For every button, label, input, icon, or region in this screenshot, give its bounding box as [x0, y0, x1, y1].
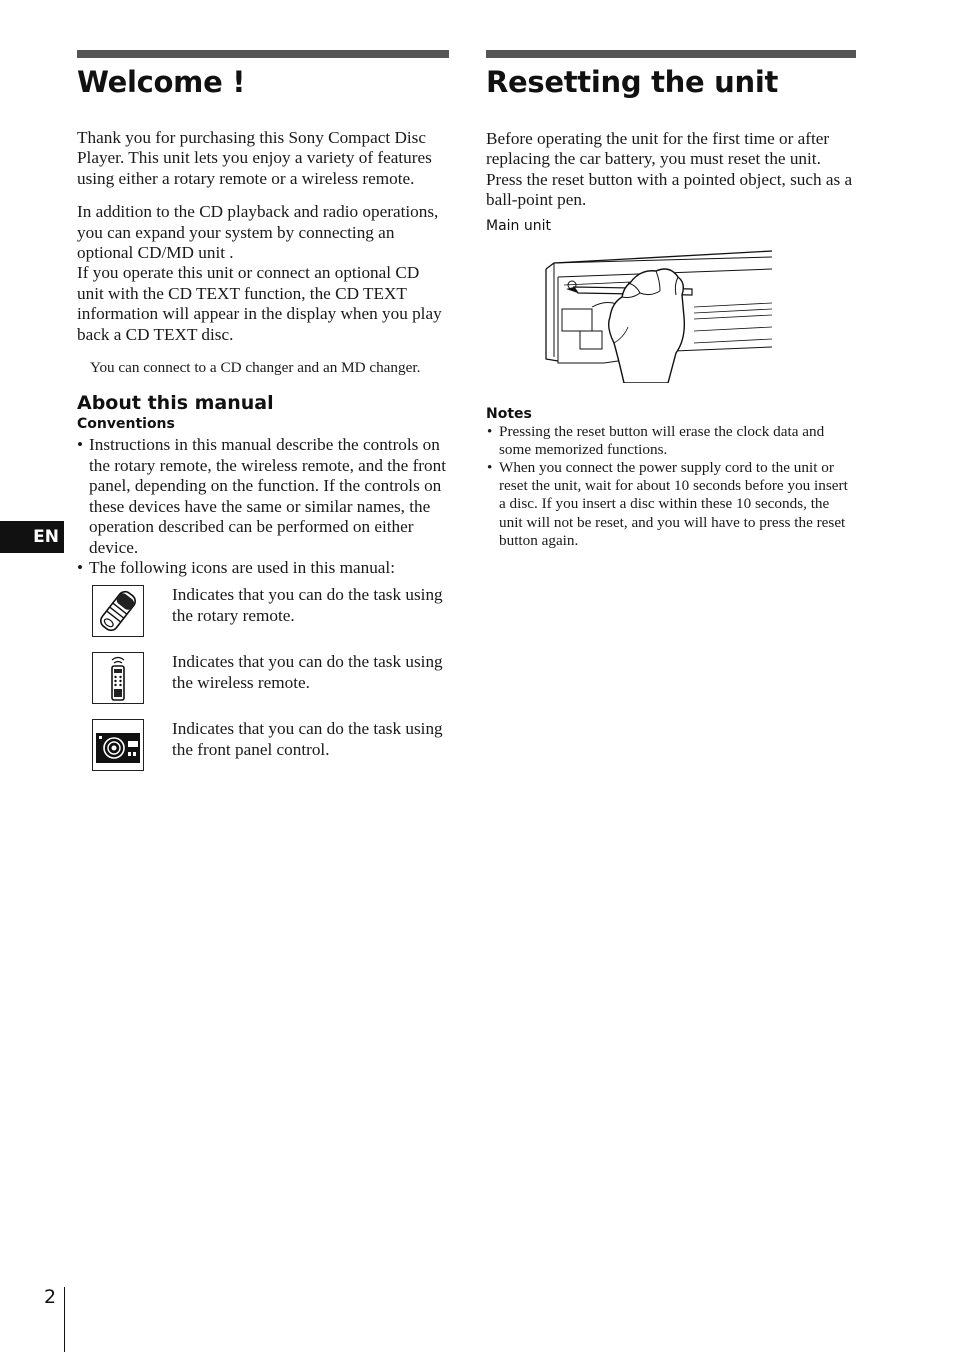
rotary-remote-icon	[92, 585, 144, 637]
conventions-list	[77, 435, 449, 578]
notes-list	[486, 423, 856, 550]
reset-column	[486, 50, 856, 550]
section-rule	[77, 50, 449, 58]
welcome-intro-paragraph: Thank you for purchasing this Sony Compact Disc Player. This unit lets you enjoy a variety of features using either a rotary remote or a wireless remote.	[77, 128, 432, 188]
icon-legend-row	[77, 652, 449, 704]
wireless-remote-description: Indicates that you can do the task using the wireless remote.	[172, 652, 443, 692]
rotary-remote-description: Indicates that you can do the task using the rotary remote.	[172, 585, 443, 625]
list-item: • When you connect the power supply cord to the unit or reset the unit, wait for about 10 seconds before you insert a disc. If you insert a disc within these 10 seconds, the unit will not be reset, and you will have to press the reset button again.	[486, 459, 856, 550]
welcome-system-paragraph: In addition to the CD playback and radio operations, you can expand your system by connecting an optional CD/MD unit .	[77, 202, 439, 263]
about-manual-heading: About this manual	[77, 392, 274, 415]
changer-footnote: You can connect to a CD changer and an MD changer.	[90, 359, 421, 377]
section-rule	[486, 50, 856, 58]
page-number: 2	[44, 1286, 57, 1308]
front-panel-icon	[92, 719, 144, 771]
list-item: • The following icons are used in this manual:	[77, 558, 449, 578]
conventions-heading: Conventions	[77, 416, 175, 433]
figure-caption: Main unit	[486, 217, 551, 234]
welcome-title: Welcome !	[77, 65, 246, 99]
hand-pressing-reset-button-illustration	[544, 247, 776, 383]
reset-title: Resetting the unit	[486, 65, 779, 99]
front-panel-description: Indicates that you can do the task using the front panel control.	[172, 719, 443, 759]
welcome-column	[77, 50, 449, 771]
icon-legend-row	[77, 585, 449, 637]
reset-method-paragraph: Press the reset button with a pointed object, such as a ball-point pen.	[486, 169, 853, 210]
list-item: • Instructions in this manual describe the controls on the rotary remote, the wireless remote, and the front panel, depending on the function. If the controls on these devices have the same or similar names, the operation described can be performed on either device.	[77, 435, 449, 557]
wireless-remote-icon	[92, 652, 144, 704]
page-divider	[64, 1287, 65, 1352]
language-tab: EN	[0, 521, 64, 553]
reset-instructions-paragraph: Before operating the unit for the first time or after replacing the car battery, you must reset the unit.	[486, 129, 830, 169]
notes-heading: Notes	[486, 405, 532, 422]
icon-legend-row	[77, 719, 449, 771]
list-item: • Pressing the reset button will erase the clock data and some memorized functions.	[486, 423, 856, 459]
welcome-cd-text-paragraph: If you operate this unit or connect an optional CD unit with the CD TEXT function, the CD TEXT information will appear in the display when you play back a CD TEXT disc.	[77, 263, 442, 344]
